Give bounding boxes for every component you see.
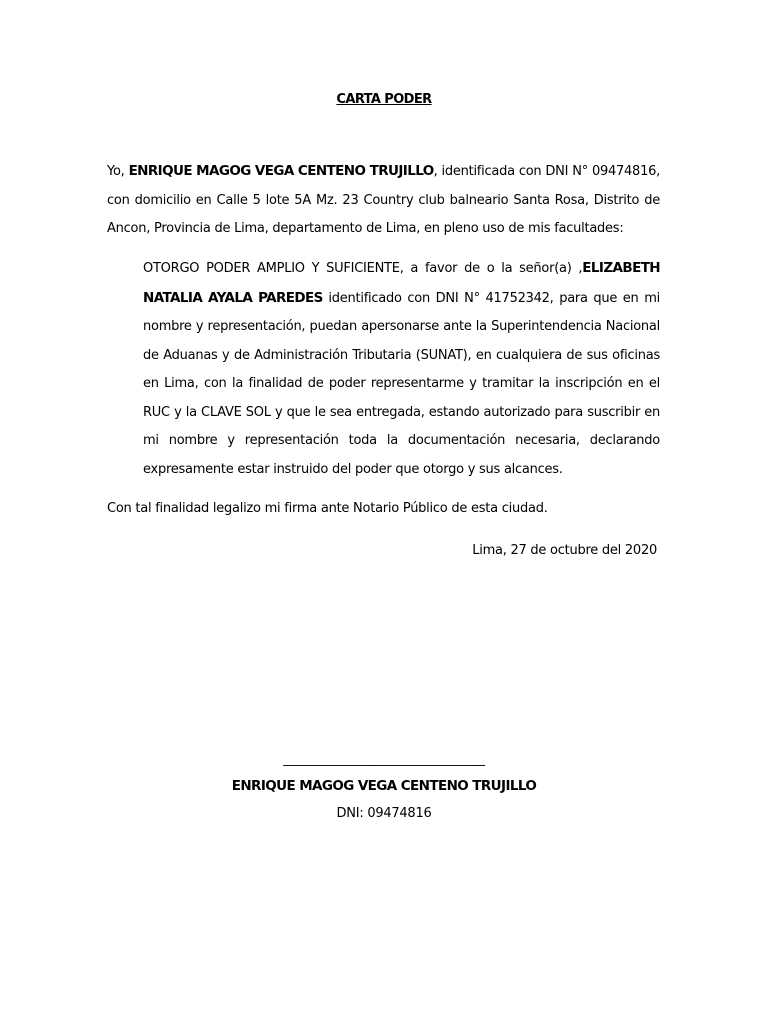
- grant-text: identificado con DNI N° 41752342, para que en mi nombre y representación, puedan apersonarse ante la Superintendencia Nacional de Aduanas y de Administración Tributaria (SUNAT), en cualquiera de sus oficinas en Lima, con la finalidad de poder representarme y tramitar la inscripción en el RUC y la CLAVE SOL y que le sea entregada, estando autorizado para suscribir en mi nombre y representación toda la documentación necesaria, declarando expresamente estar instruido del poder que otorgo y sus alcances.: [143, 290, 660, 477]
- document-date: Lima, 27 de octubre del 2020: [472, 543, 657, 558]
- intro-prefix: Yo,: [107, 164, 129, 179]
- intro-text: , identificada con DNI N° 09474816, con domicilio en Calle 5 lote 5A Mz. 23 Country club balneario Santa Rosa, Distrito de Ancon, Provincia de Lima, departamento de Lima, en pleno uso de mis facultades:: [107, 164, 661, 236]
- grantee-name: ELIZABETH NATALIA AYALA PAREDES: [143, 260, 660, 306]
- signature-dni: DNI: 09474816: [336, 806, 432, 821]
- signature-line: _________________________________: [283, 752, 485, 767]
- grantor-name: ENRIQUE MAGOG VEGA CENTENO TRUJILLO: [128, 163, 434, 179]
- grant-paragraph: [143, 254, 660, 484]
- grant-prefix: OTORGO PODER AMPLIO Y SUFICIENTE, a favor de o la señor(a) ,: [143, 261, 583, 276]
- signature-name: ENRIQUE MAGOG VEGA CENTENO TRUJILLO: [231, 778, 537, 794]
- intro-paragraph: [107, 157, 660, 244]
- closing-paragraph: Con tal finalidad legalizo mi firma ante Notario Público de esta ciudad.: [107, 501, 548, 516]
- document-title: CARTA PODER: [336, 92, 432, 107]
